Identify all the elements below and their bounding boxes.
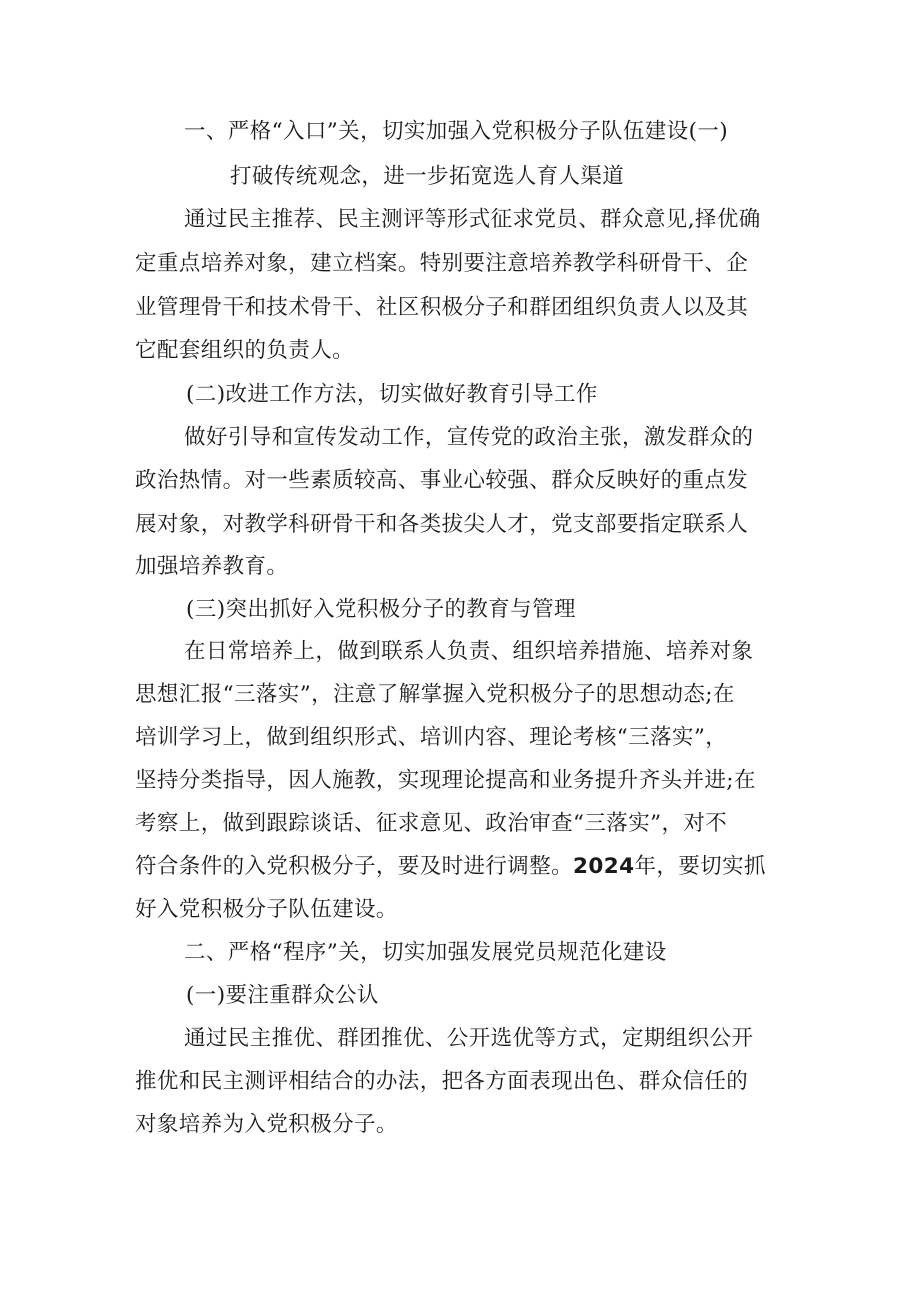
text-line-20: 二、严格“程序”关，切实加强发展党员规范化建设 xyxy=(184,940,667,965)
text-line-15: 培训学习上，做到组织形式、培训内容、理论考核“三落实”， xyxy=(135,725,728,750)
text-line-7: (二)改进工作方法，切实做好教育引导工作 xyxy=(186,382,598,407)
text-line-16: 坚持分类指导，因人施教，实现理论提高和业务提升齐头并进;在 xyxy=(135,768,756,793)
text-line-11: 加强培养教育。 xyxy=(135,554,289,579)
text-line-8: 做好引导和宣传发动工作，宣传党的政治主张，激发群众的 xyxy=(184,425,754,450)
text-line-13: 在日常培养上，做到联系人负责、组织培养措施、培养对象 xyxy=(184,639,754,664)
text-line-2: 打破传统观念，进一步拓宽选人育人渠道 xyxy=(230,164,625,189)
text-line-6: 它配套组织的负责人。 xyxy=(135,338,355,363)
text-line-5: 业管理骨干和技术骨干、社区积极分子和群团组织负责人以及其 xyxy=(135,295,749,320)
text-line-21: (一)要注重群众公认 xyxy=(186,983,379,1008)
text-line-23: 推优和民主测评相结合的办法，把各方面表现出色、群众信任的 xyxy=(135,1069,749,1094)
year-number: 2024 xyxy=(573,854,635,879)
text-line-4: 定重点培养对象，建立档案。特别要注意培养教学科研骨干、企 xyxy=(135,251,749,276)
text-line-19: 好入党积极分子队伍建设。 xyxy=(135,897,398,922)
text-line-10: 展对象，对教学科研骨干和各类拔尖人才，党支部要指定联系人 xyxy=(135,512,749,537)
text-line-22: 通过民主推优、群团推优、公开选优等方式，定期组织公开 xyxy=(184,1026,754,1051)
text-line-12: (三)突出抓好入党积极分子的教育与管理 xyxy=(186,597,576,622)
text-line-9: 政治热情。对一些素质较高、事业心较强、群众反映好的重点发 xyxy=(135,468,749,493)
text-line-18: 符合条件的入党积极分子，要及时进行调整。2024年，要切实抓 xyxy=(135,854,766,879)
text-line-3: 通过民主推荐、民主测评等形式征求党员、群众意见,择优确 xyxy=(184,207,761,232)
text-line-24: 对象培养为入党积极分子。 xyxy=(135,1112,398,1137)
text-line-1: 一、严格“入口”关，切实加强入党积极分子队伍建设(一) xyxy=(184,119,729,144)
text-line-14: 思想汇报“三落实”，注意了解掌握入党积极分子的思想动态;在 xyxy=(135,682,735,707)
text-line-17: 考察上，做到跟踪谈话、征求意见、政治审查“三落实”，对不 xyxy=(135,811,728,836)
